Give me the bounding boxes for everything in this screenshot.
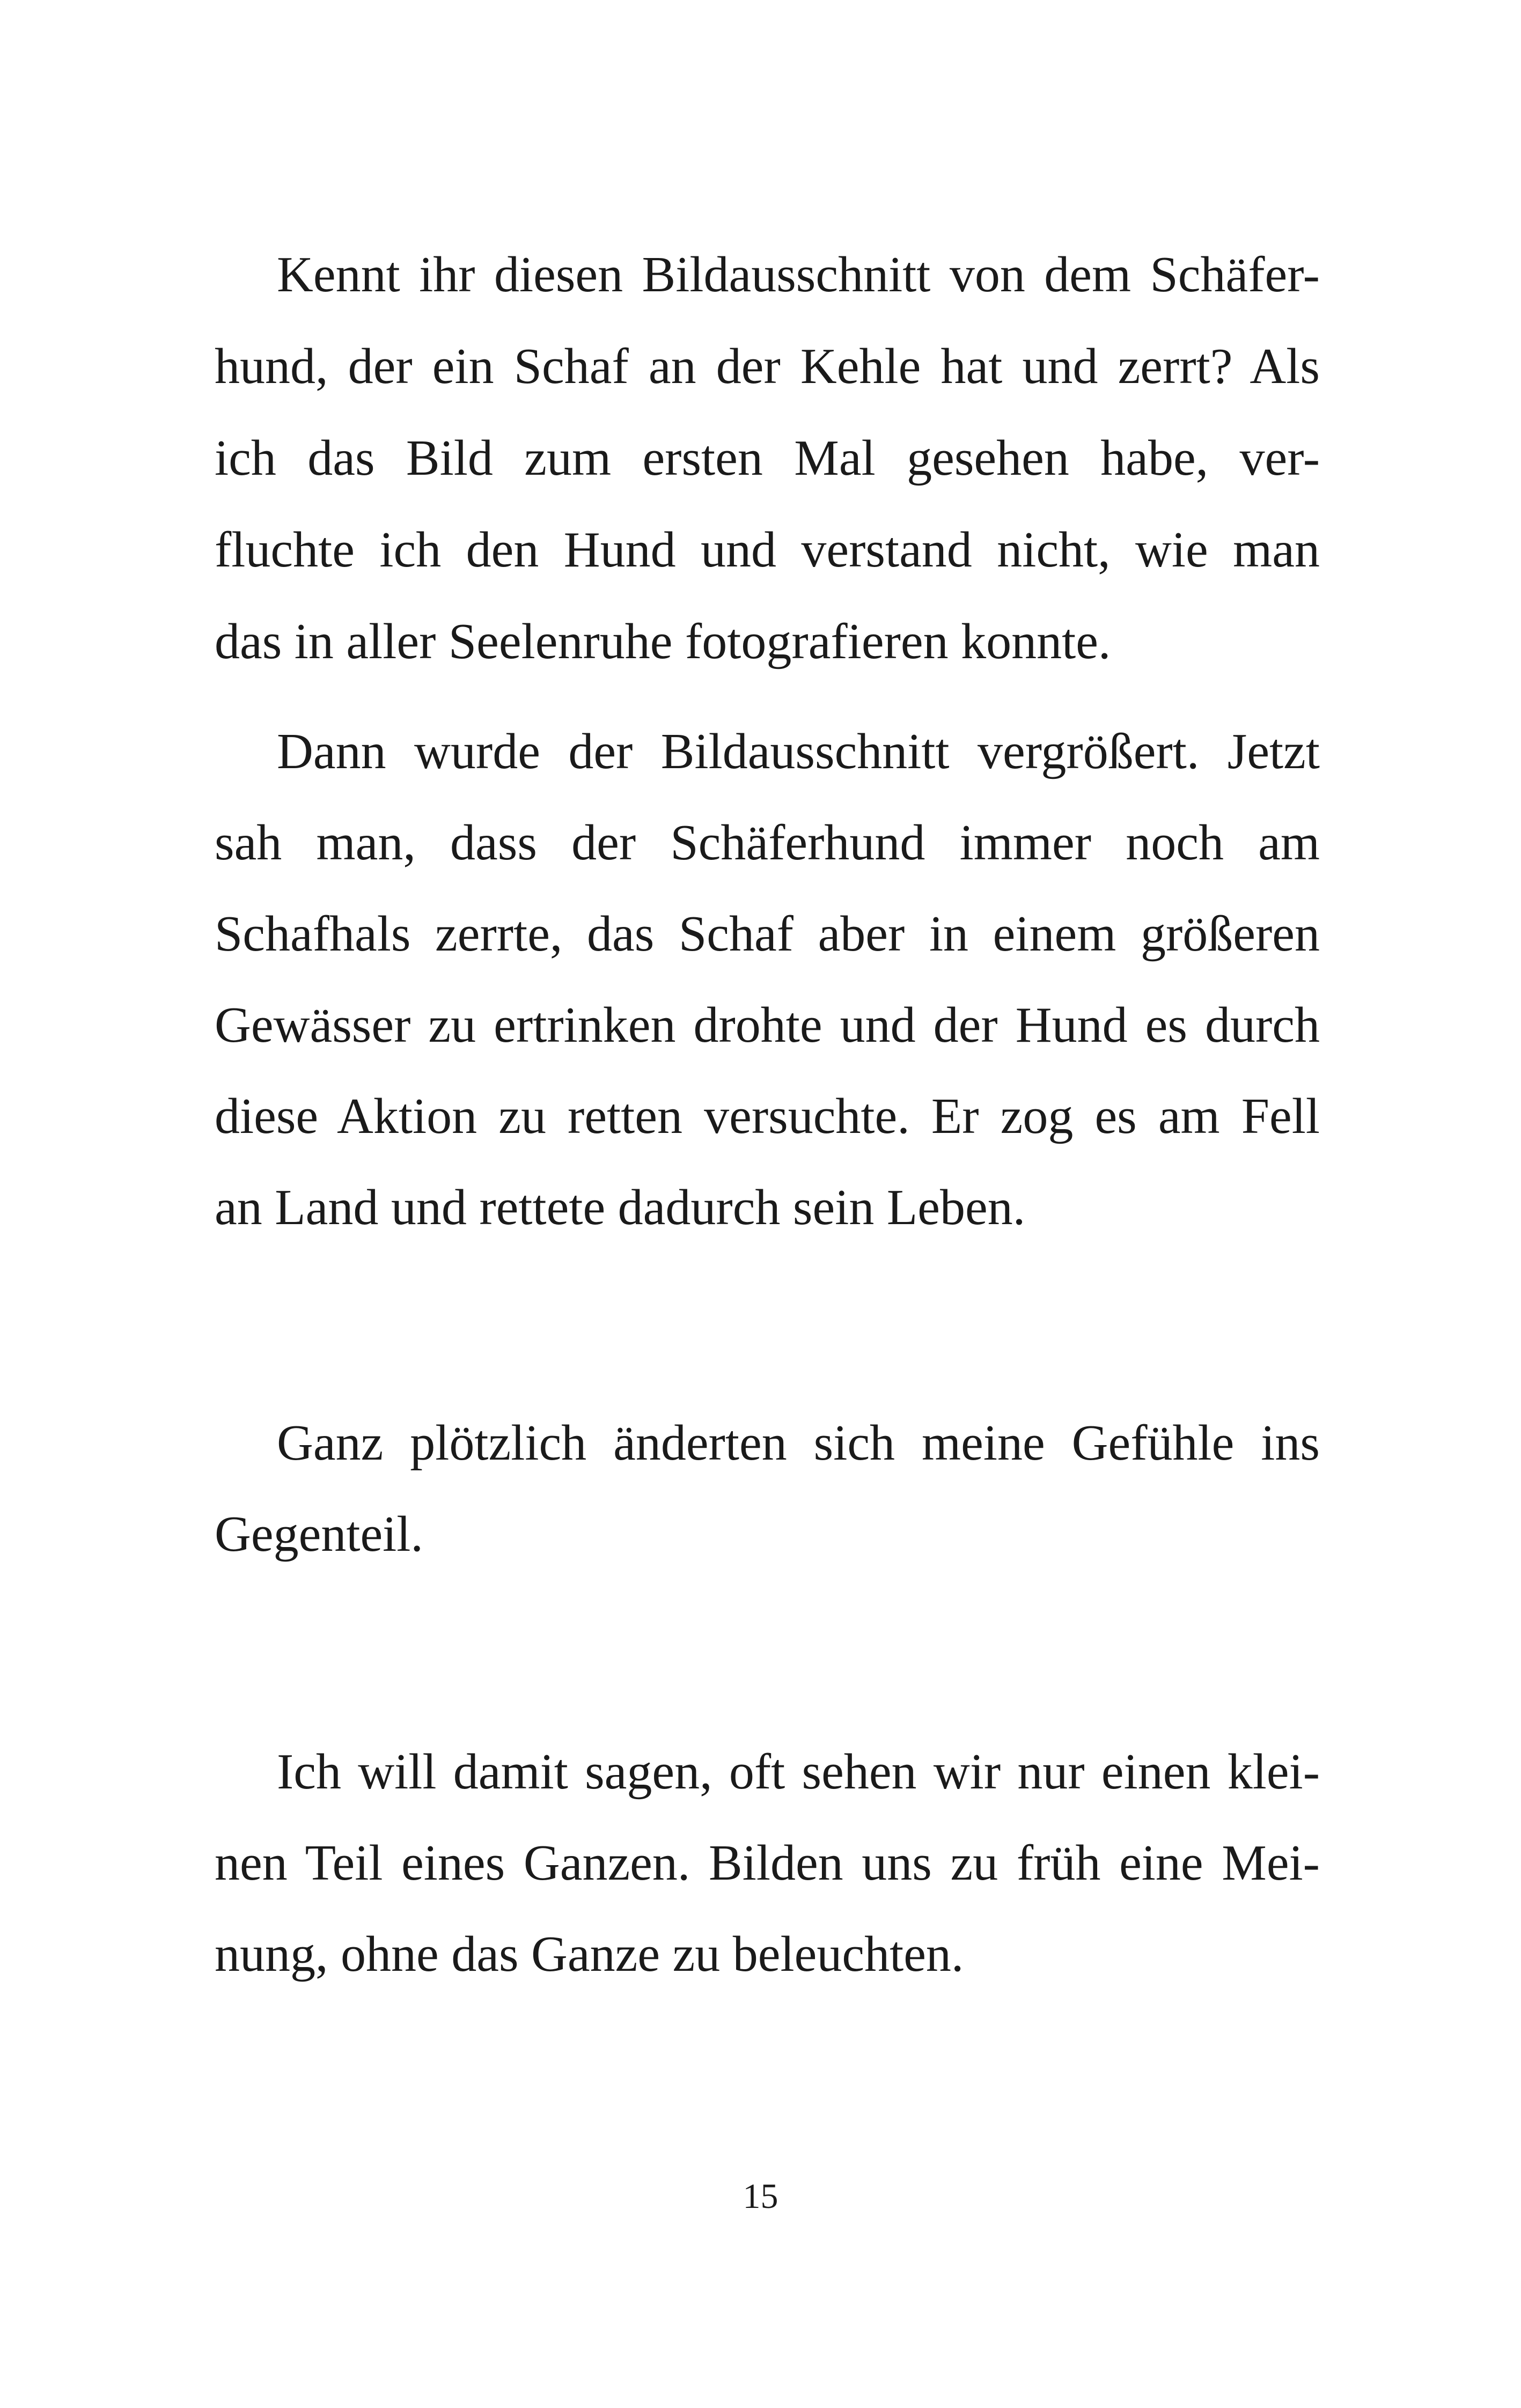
paragraph-2-line-6: an Land und rettete dadurch sein Leben. — [215, 1180, 1026, 1235]
paragraph-4-line-1: Ich will damit sagen, oft sehen wir nur einen klei- — [277, 1744, 1320, 1800]
paragraph-2-line-3: Schafhals zerrte, das Schaf aber in einem größeren — [215, 906, 1320, 962]
paragraph-4-line-2: nen Teil eines Ganzen. Bilden uns zu früh eine Mei- — [215, 1835, 1320, 1891]
paragraph-3-line-2: Gegenteil. — [215, 1506, 423, 1562]
paragraph-1-line-4: fluchte ich den Hund und verstand nicht, wie man — [215, 522, 1320, 578]
paragraph-1-line-3: ich das Bild zum ersten Mal gesehen habe, ver- — [215, 430, 1320, 486]
paragraph-3-line-1: Ganz plötzlich änderten sich meine Gefühle ins — [277, 1415, 1320, 1471]
paragraph-2-line-2: sah man, dass der Schäferhund immer noch am — [215, 815, 1320, 871]
paragraph-1-line-2: hund, der ein Schaf an der Kehle hat und zerrt? Als — [215, 338, 1320, 394]
paragraph-2-line-1: Dann wurde der Bildausschnitt vergrößert. Jetzt — [277, 724, 1320, 779]
paragraph-1-line-1: Kennt ihr diesen Bildausschnitt von dem Schäfer- — [277, 247, 1320, 303]
page-number: 15 — [743, 2177, 778, 2216]
paragraph-4-line-3: nung, ohne das Ganze zu beleuchten. — [215, 1926, 964, 1982]
paragraph-2-line-4: Gewässer zu ertrinken drohte und der Hund es durch — [215, 997, 1320, 1053]
paragraph-2-line-5: diese Aktion zu retten versuchte. Er zog es am Fell — [215, 1088, 1320, 1144]
paragraph-1-line-5: das in aller Seelenruhe fotografieren konnte. — [215, 614, 1111, 669]
